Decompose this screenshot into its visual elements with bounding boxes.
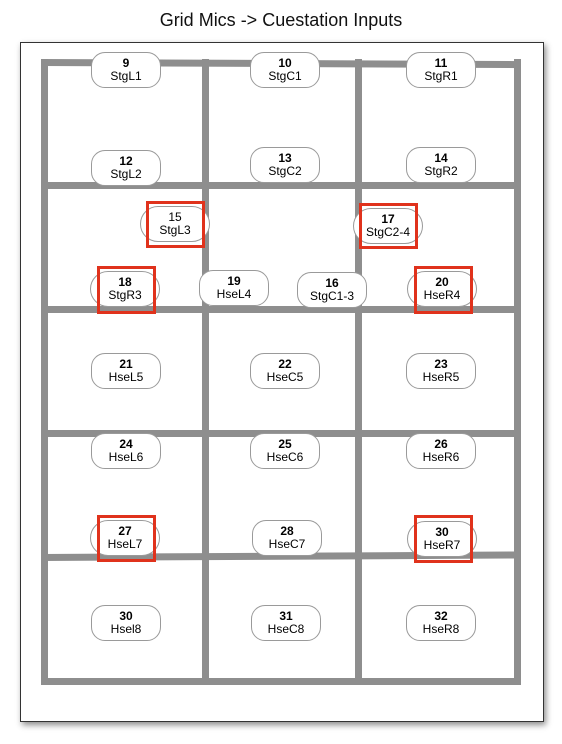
mic-label: HseL6 bbox=[108, 450, 144, 464]
highlight-box-17 bbox=[359, 203, 418, 249]
mic-number: 13 bbox=[278, 151, 292, 165]
mic-label: StgR3 bbox=[108, 288, 142, 302]
mic-10 bbox=[250, 52, 320, 88]
mic-label: StgL1 bbox=[110, 69, 142, 83]
mic-number: 15 bbox=[168, 210, 182, 224]
mic-9 bbox=[91, 52, 161, 88]
mic-number: 28 bbox=[280, 524, 294, 538]
mic-label: StgC2-4 bbox=[365, 225, 411, 239]
mic-number: 24 bbox=[119, 437, 133, 451]
highlight-box-15 bbox=[146, 201, 205, 248]
mic-26 bbox=[406, 433, 476, 469]
grid-line-v-3 bbox=[355, 59, 362, 685]
mic-label: StgL3 bbox=[159, 223, 191, 237]
mic-19 bbox=[199, 270, 269, 306]
mic-number: 22 bbox=[278, 357, 292, 371]
mic-number: 12 bbox=[119, 154, 133, 168]
mic-number: 27 bbox=[118, 524, 132, 538]
mic-label: HseR7 bbox=[423, 538, 461, 552]
mic-label: HseR6 bbox=[422, 450, 460, 464]
mic-label: HseC7 bbox=[268, 537, 306, 551]
mic-11 bbox=[406, 52, 476, 88]
mic-label: HseC6 bbox=[266, 450, 304, 464]
mic-number: 14 bbox=[434, 151, 448, 165]
mic-number: 30 bbox=[435, 525, 449, 539]
mic-label: HseC8 bbox=[267, 622, 305, 636]
highlight-box-30 bbox=[414, 515, 473, 563]
grid-line-v-right bbox=[514, 59, 521, 685]
grid-line-h-bottom bbox=[42, 678, 520, 685]
mic-23 bbox=[406, 353, 476, 389]
mic-number: 20 bbox=[435, 275, 449, 289]
mic-number: 11 bbox=[434, 56, 448, 70]
mic-14 bbox=[406, 147, 476, 183]
mic-label: HseL4 bbox=[216, 287, 252, 301]
mic-16 bbox=[297, 272, 367, 308]
mic-number: 26 bbox=[434, 437, 448, 451]
mic-number: 18 bbox=[118, 275, 132, 289]
mic-number: 16 bbox=[325, 276, 339, 290]
mic-label: HseR5 bbox=[422, 370, 460, 384]
highlight-box-20 bbox=[414, 266, 473, 314]
mic-12 bbox=[91, 150, 161, 186]
mic-number: 32 bbox=[434, 609, 448, 623]
mic-32 bbox=[406, 605, 476, 641]
mic-21 bbox=[91, 353, 161, 389]
mic-number: 23 bbox=[434, 357, 448, 371]
mic-number: 31 bbox=[279, 609, 293, 623]
mic-13 bbox=[250, 147, 320, 183]
mic-label: StgL2 bbox=[110, 167, 142, 181]
mic-label: HseC5 bbox=[266, 370, 304, 384]
mic-number: 10 bbox=[278, 56, 292, 70]
mic-label: StgR1 bbox=[424, 69, 458, 83]
mic-number: 9 bbox=[122, 56, 130, 70]
mic-24 bbox=[91, 433, 161, 469]
mic-label: StgR2 bbox=[424, 164, 458, 178]
mic-label: HseR4 bbox=[423, 288, 461, 302]
highlight-box-27 bbox=[97, 515, 156, 562]
highlight-box-18 bbox=[97, 266, 156, 314]
page-title: Grid Mics -> Cuestation Inputs bbox=[159, 10, 403, 30]
mic-31 bbox=[251, 605, 321, 641]
grid-line-v-2 bbox=[202, 59, 209, 685]
mic-28 bbox=[252, 520, 322, 556]
mic-label: StgC2 bbox=[268, 164, 302, 178]
mic-number: 25 bbox=[278, 437, 292, 451]
mic-number: 17 bbox=[381, 212, 395, 226]
mic-label: StgC1-3 bbox=[309, 289, 355, 303]
mic-label: HseL7 bbox=[107, 537, 143, 551]
mic-22 bbox=[250, 353, 320, 389]
mic-30-hsel8 bbox=[91, 605, 161, 641]
mic-number: 19 bbox=[227, 274, 241, 288]
mic-25 bbox=[250, 433, 320, 469]
mic-label: HseR8 bbox=[422, 622, 460, 636]
mic-label: Hsel8 bbox=[110, 622, 142, 636]
mic-number: 21 bbox=[119, 357, 133, 371]
mic-number: 30 bbox=[119, 609, 133, 623]
mic-label: HseL5 bbox=[108, 370, 144, 384]
mic-label: StgC1 bbox=[268, 69, 302, 83]
grid-line-v-left bbox=[41, 59, 48, 685]
